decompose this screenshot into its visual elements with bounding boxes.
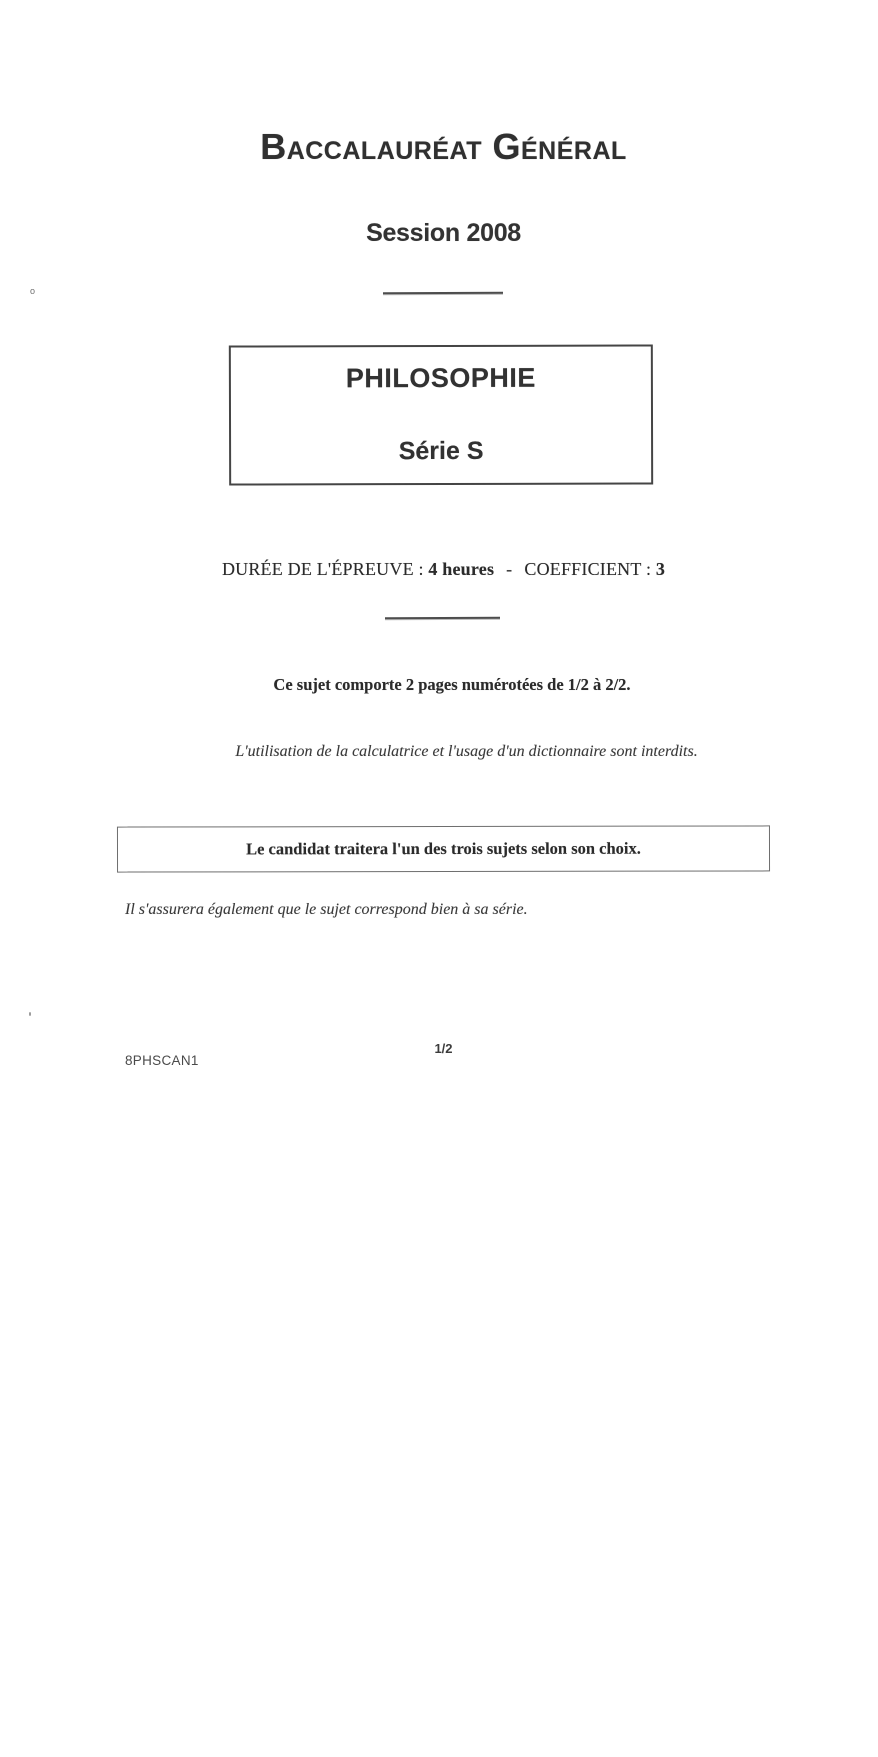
- separator-dash: -: [506, 559, 513, 579]
- horizontal-rule-top: [383, 292, 503, 294]
- scan-artifact-upper-left: o: [30, 286, 36, 296]
- duration-value: 4 heures: [428, 559, 495, 579]
- subject-title: PHILOSOPHIE: [345, 362, 536, 394]
- page-title: Baccalauréat Général: [260, 126, 627, 167]
- scan-artifact-lower-left: [29, 1012, 31, 1016]
- reference-code: 8PHSCAN1: [125, 1053, 199, 1068]
- horizontal-rule-middle: [385, 617, 500, 620]
- series-note: Il s'assurera également que le sujet correspond bien à sa série.: [125, 901, 528, 918]
- restriction-note: L'utilisation de la calculatrice et l'usage d'un dictionnaire sont interdits.: [235, 743, 698, 760]
- series-title: Série S: [398, 436, 484, 466]
- instruction-text: Le candidat traitera l'un des trois sujets selon son choix.: [246, 838, 641, 859]
- exam-info-line: [9, 559, 878, 580]
- page-number: 1/2: [434, 1041, 453, 1056]
- duration-label: DURÉE DE L'ÉPREUVE :: [221, 559, 424, 579]
- subject-box: [229, 344, 653, 485]
- coefficient-value: 3: [655, 559, 666, 579]
- coefficient-label: COEFFICIENT :: [524, 559, 652, 579]
- pages-note: Ce sujet comporte 2 pages numérotées de 1/2 à 2/2.: [273, 675, 631, 694]
- session-heading: Session 2008: [366, 219, 521, 247]
- instruction-box: [117, 825, 770, 872]
